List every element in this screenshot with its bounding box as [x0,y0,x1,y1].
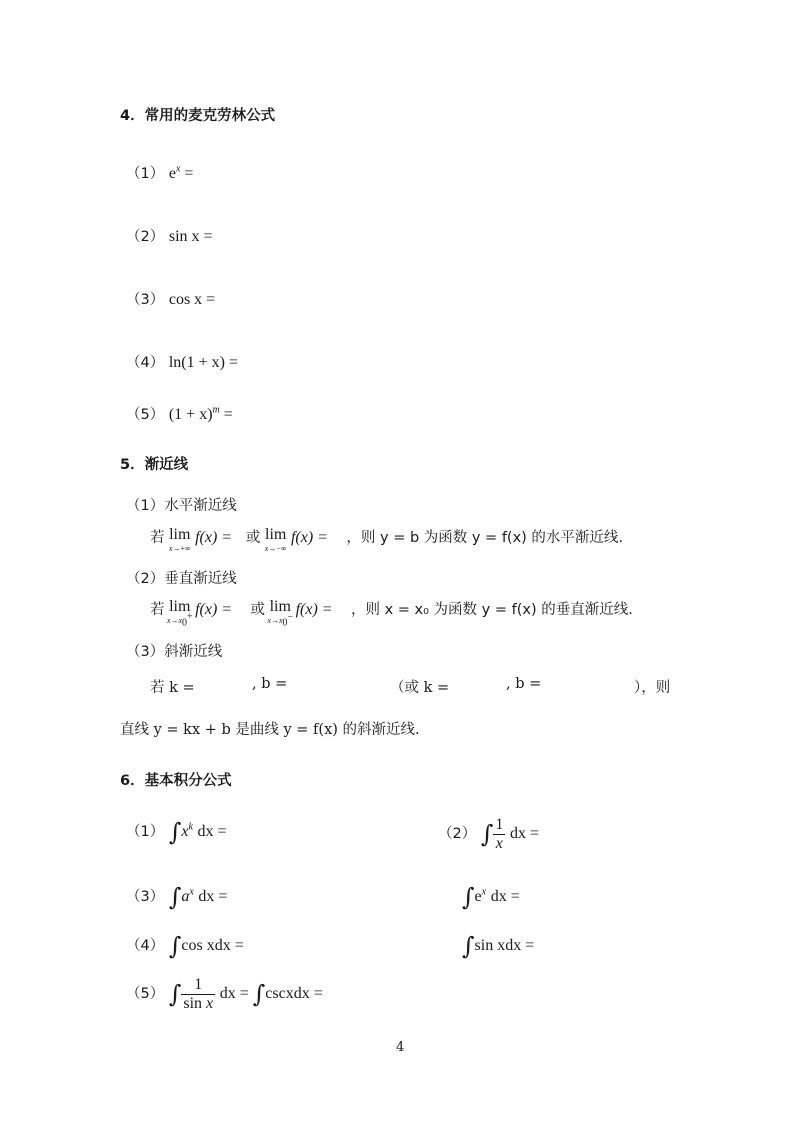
oblique-alt-b: , b = [506,676,542,692]
integral-sin: ∫sin xdx = [462,932,535,960]
cos-formula: cos x = [168,291,216,308]
item-number: （4） [126,355,165,371]
integral-item-4: （4） ∫cos xdx = [126,932,244,960]
vertical-asymptote-title: （2）垂直渐近线 [126,571,237,587]
maclaurin-item-5 [126,403,233,424]
maclaurin-item-2 [126,225,213,246]
integral-item-5: （5） ∫ $\frac{1}{\text{sin x}}$ dx = ∫cscxdx = [126,976,323,1012]
item-number: （2） [126,229,165,245]
page-number: 4 [396,1040,405,1055]
oblique-conclusion: 直线 y = kx + b 是曲线 y = f(x) 的斜渐近线. [120,722,420,738]
integral-item-1: （1） $\int x^k$ dx = [126,818,227,846]
item-number: （5） [126,407,165,423]
integral-exp: $\int e^x$ dx = [462,883,520,911]
sin-formula: sin x = [168,228,213,245]
horizontal-asymptote-def: 若 lim x→+∞ f(x) = 或 lim x→−∞ f(x) = ，则 y = b 为函数 y = f(x) 的水平渐近线. [150,526,624,553]
integral-item-2: （2） ∫ $\frac{1}{x}$ dx = [438,816,539,852]
oblique-alt-k: （或 k = [390,680,450,696]
oblique-k: 若 k = [150,680,195,696]
section-4-title: 4．常用的麦克劳林公式 [120,108,276,124]
ln-formula: ln(1 + x) = [168,354,238,371]
binomial-formula: $(1 + x)^m$ = [168,404,233,423]
maclaurin-item-4 [126,351,238,372]
maclaurin-item-1 [126,162,193,183]
oblique-asymptote-title: （3）斜渐近线 [126,644,223,660]
exp-formula: $e^x$ = [168,163,194,182]
section-6-title: 6．基本积分公式 [120,773,232,789]
oblique-b: , b = [252,676,288,692]
vertical-asymptote-def: 若 lim $x\to x_0^+$ f(x) = 或 lim $x\to x_0^-$ f(x) = ，则 x = x₀ 为函数 y = f(x) 的垂直渐近线. [150,598,633,629]
horizontal-asymptote-title: （1）水平渐近线 [126,498,237,514]
oblique-end: ），则 [634,680,671,696]
item-number: （1） [126,166,165,182]
maclaurin-item-3 [126,288,215,309]
integral-item-3: （3） $\int a^x$ dx = [126,883,228,911]
item-number: （3） [126,292,165,308]
section-5-title: 5．渐近线 [120,457,189,473]
